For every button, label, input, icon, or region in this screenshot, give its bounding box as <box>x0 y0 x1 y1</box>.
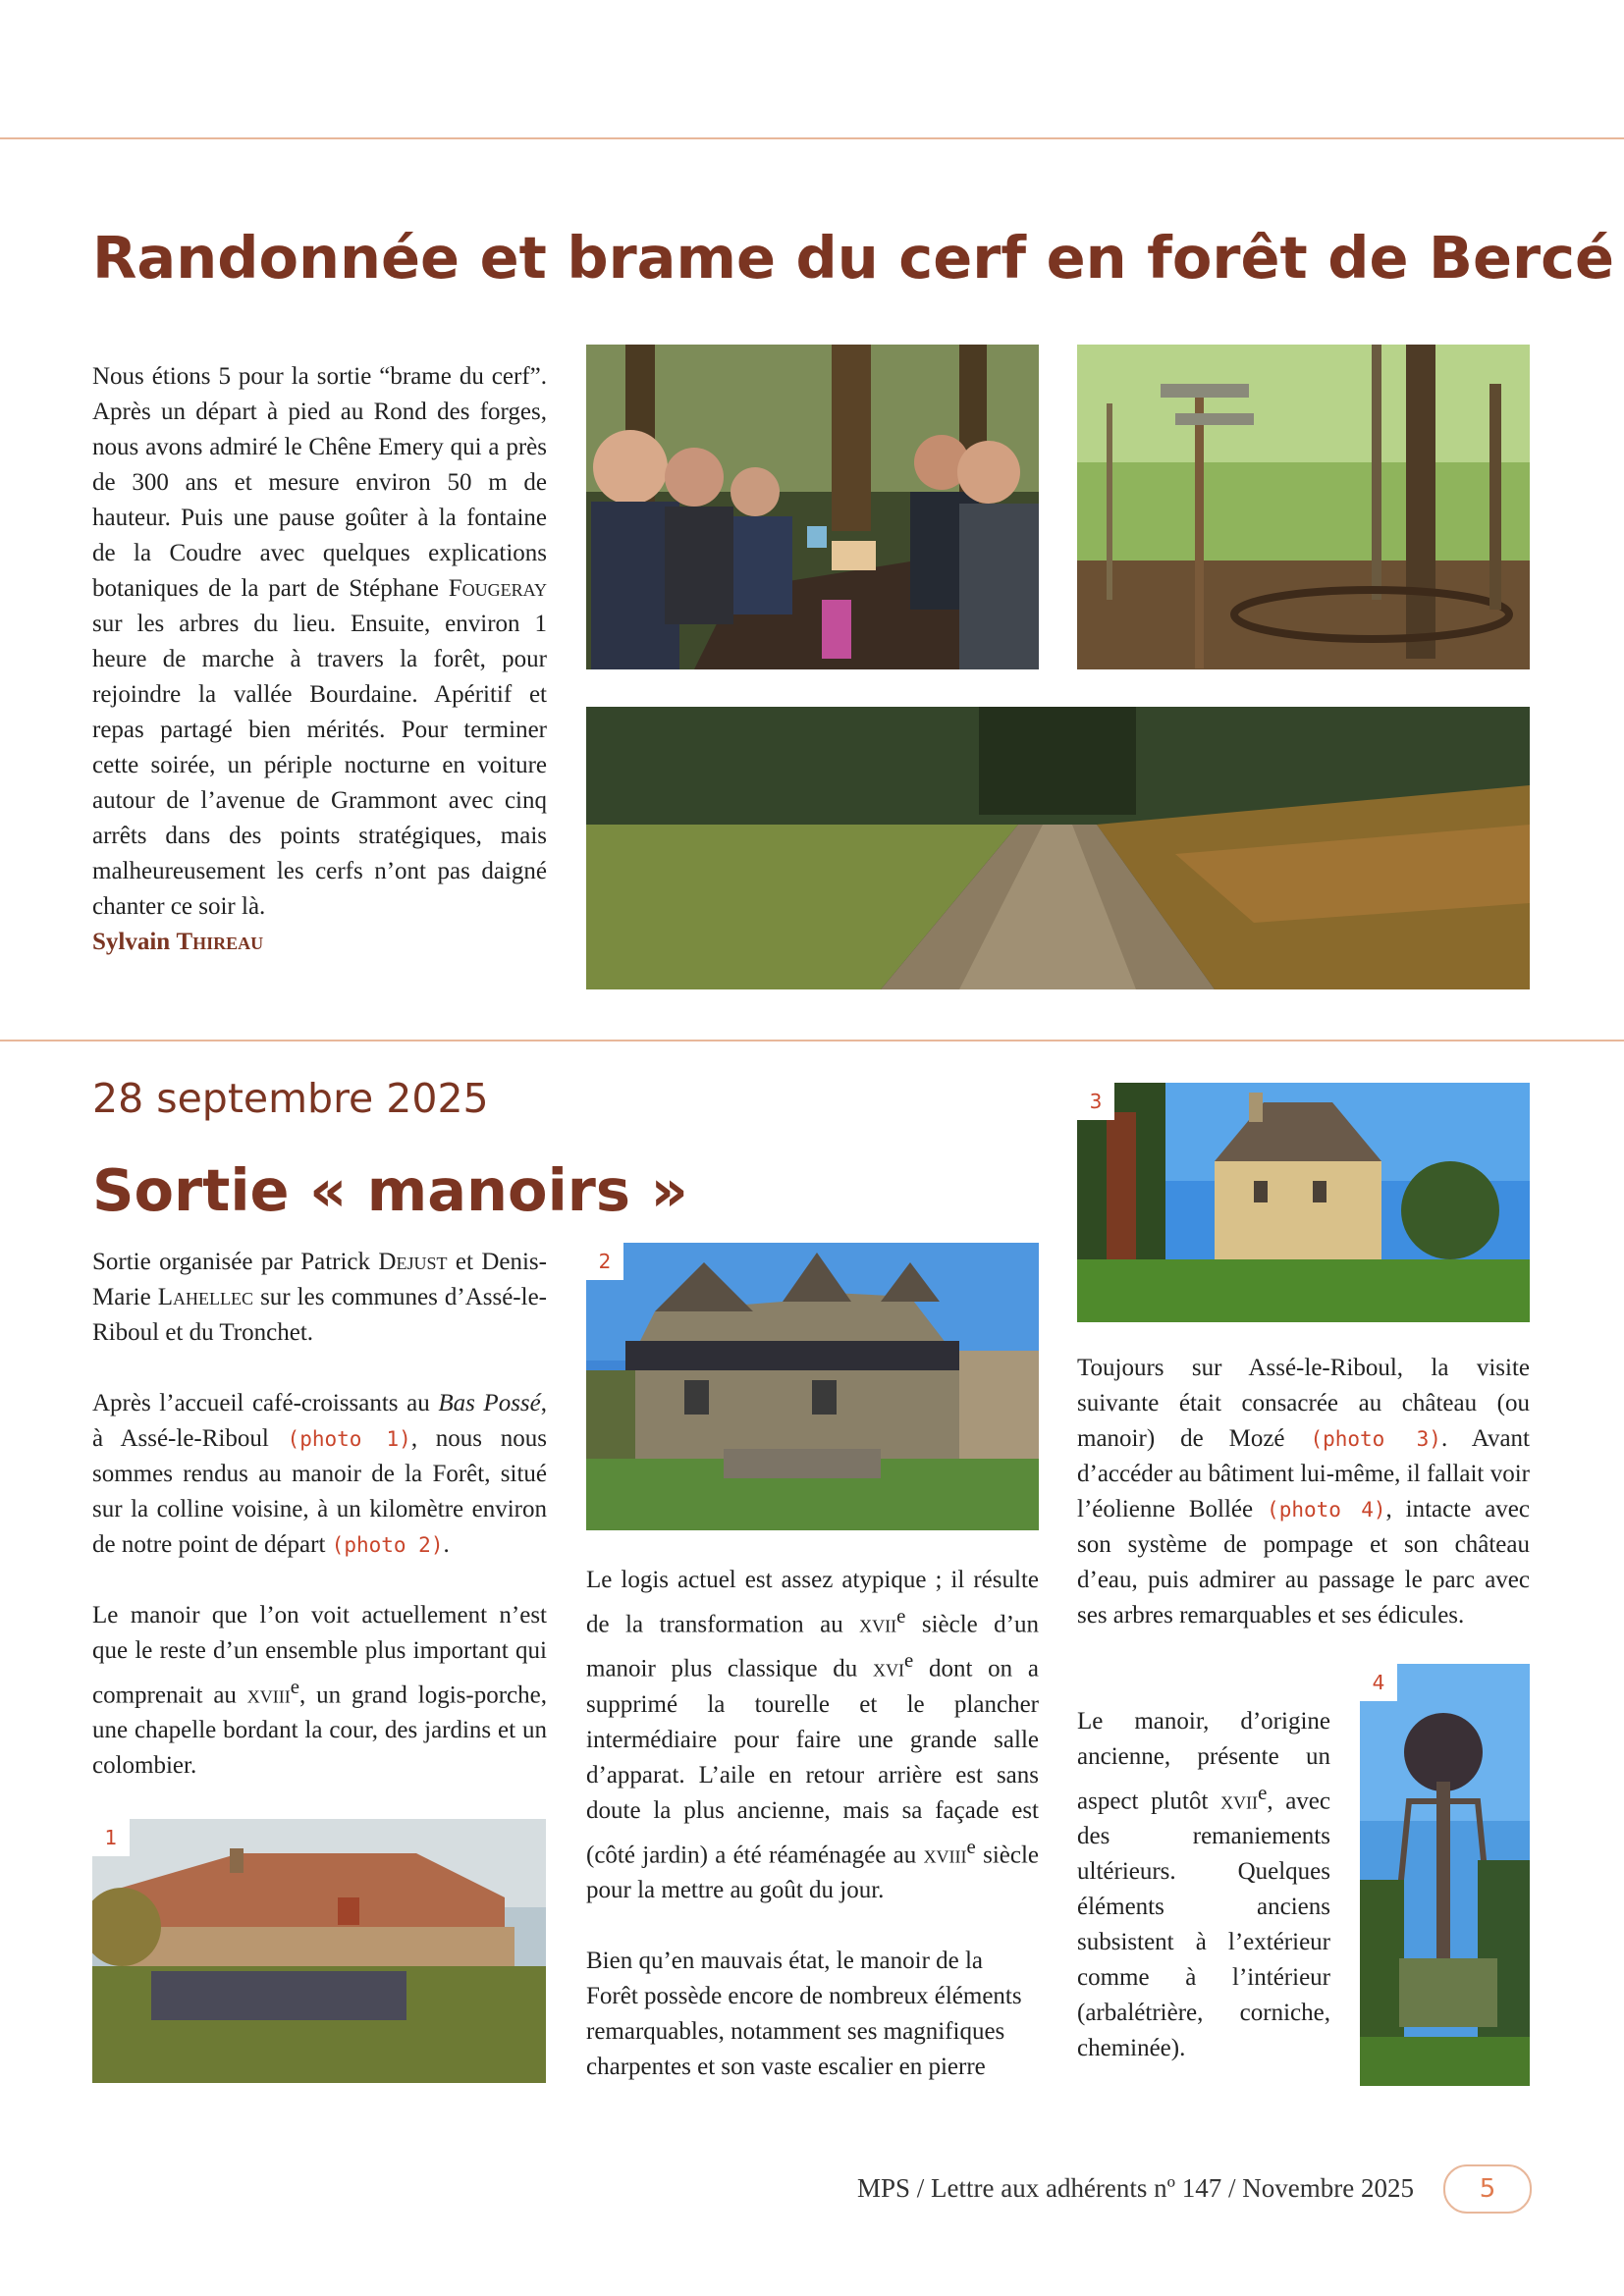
column-2-text: Le logis actuel est assez atypique ; il résulte de la transformation au xvii$^e$ siècle d’un manoir plus classique du xvi$^e$ dont on a supprimé la tourelle et le plancher intermédiaire pour faire une grande salle d’apparat. L’aile en retour arrière est sans doute la plus ancienne, mais sa façade est (côté jardin) a été réaménagée au xviii$^e$ siècle pour la mettre au goût du jour. Bien qu’en mauvais état, le manoir de la Forêt possède encore de nombreux éléments remarquables, notamment ses magnifiques charpentes et son vaste escalier en pierre <box>586 1567 1040 2080</box>
photo-number-label: 2 <box>586 1243 623 1280</box>
photo-reference: (photo 3) <box>1310 1427 1441 1451</box>
page-number: 5 <box>1443 2164 1532 2214</box>
author-signature: Sylvain Thireau <box>92 929 264 955</box>
article-date: 28 septembre 2025 <box>92 1075 489 1122</box>
photo-number-label: 1 <box>92 1819 130 1856</box>
photo-group-picnic <box>586 345 1039 669</box>
column-1-text: Sortie organisée par Patrick Dejust et Denis-Marie Lahellec sur les communes d’Assé-le-Riboul et du Tronchet. Après l’accueil café-croissants au Bas Possé, à Assé-le-Riboul (photo 1), nous nous sommes rendus au manoir de la Forêt, situé sur la colline voisine, à un kilomètre environ de notre point de départ (photo 2). Le manoir que l’on voit actuellement n’est que le reste d’un ensemble plus important qui comprenait au xviii$^e$, un grand logis-porche, une chapelle bordant la cour, des jardins et un colombier. <box>92 1249 547 1780</box>
photo-reference: (photo 4) <box>1267 1498 1386 1522</box>
footer-text: MPS / Lettre aux adhérents nº 147 / Novembre 2025 <box>856 2173 1414 2203</box>
person-name: Dejust <box>378 1249 448 1275</box>
photo-reference: (photo 2) <box>331 1533 444 1557</box>
photo-reference: (photo 1) <box>287 1427 411 1451</box>
photo-4-eolienne-bollee <box>1360 1664 1530 2086</box>
photo-number-label: 4 <box>1360 1664 1397 1701</box>
photo-2-manoir-foret <box>586 1243 1039 1530</box>
section-rule <box>0 1040 1624 1041</box>
person-name: Lahellec <box>157 1284 254 1310</box>
article-body: Nous étions 5 pour la sortie “brame du cerf”. Après un départ à pied au Rond des forges, nous avons admiré le Chêne Emery qui a près de 300 ans et mesure environ 50 m de hauteur. Puis une pause goûter à la fontaine de la Coudre avec quelques explications botaniques de la part de Stéphane Fougeray sur les arbres du lieu. Ensuite, environ 1 heure de marche à travers la forêt, pour rejoindre la vallée Bourdaine. Apéritif et repas partagé bien mérités. Pour terminer cette soirée, un périple nocturne en voiture autour de l’avenue de Grammont avec cinq arrêts dans des points stratégiques, mais malheureusement les cerfs n’ont pas daigné chanter ce soir là. Sylvain Thireau <box>92 363 547 955</box>
person-name: Fougeray <box>448 575 547 602</box>
photo-3-chateau-moze <box>1077 1083 1530 1322</box>
photo-number-label: 3 <box>1077 1083 1114 1120</box>
article-title: Randonnée et brame du cerf en forêt de Bercé <box>92 224 1615 292</box>
photo-forest-signpost <box>1077 345 1530 669</box>
article-title: Sortie « manoirs » <box>92 1156 688 1224</box>
photo-forest-path <box>586 707 1530 989</box>
column-3-text-narrow: Le manoir, d’origine ancienne, présente un aspect plutôt xvii$^e$, avec des remaniements ultérieurs. Quelques éléments anciens subsistent à l’extérieur comme à l’intérieur (arbalétrière, corniche, cheminée). <box>1077 1708 1330 2062</box>
column-3-text: Toujours sur Assé-le-Riboul, la visite suivante était consacrée au château (ou manoir) de Mozé (photo 3). Avant d’accéder au bâtiment lui-même, il fallait voir l’éolienne Bollée (photo 4), intacte avec son système de pompage et son château d’eau, puis admirer au passage le parc avec ses arbres remarquables et ses édicules. <box>1077 1355 1530 1629</box>
top-rule <box>0 137 1624 139</box>
photo-1-bas-posse <box>92 1819 546 2083</box>
